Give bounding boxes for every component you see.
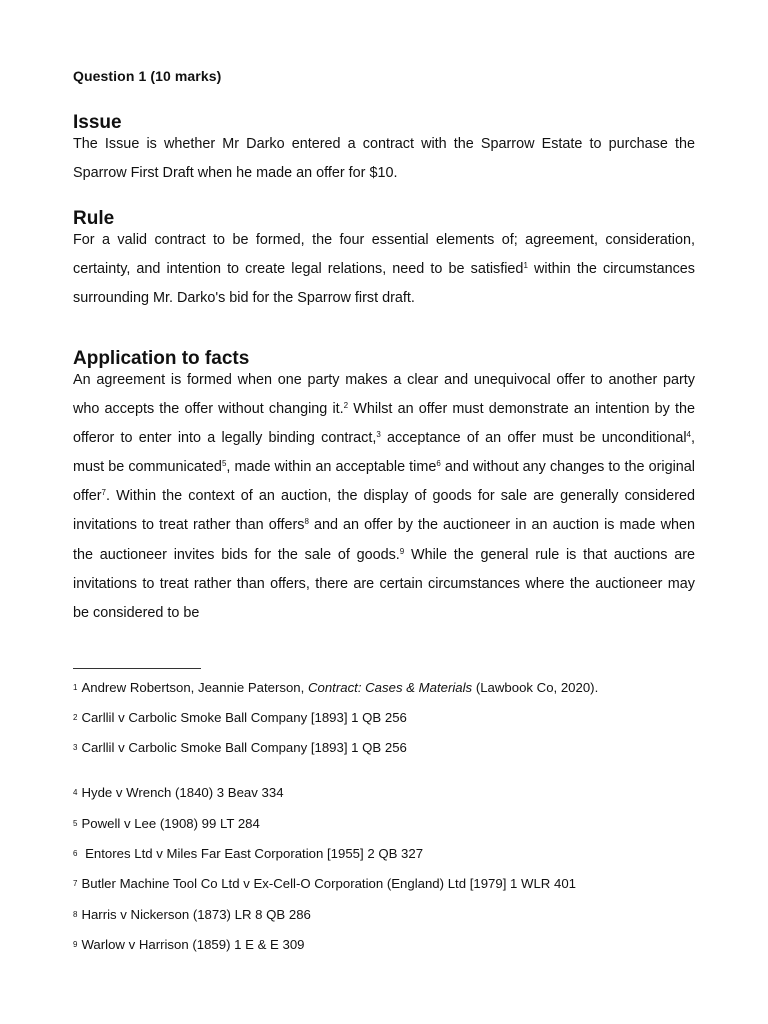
footnote-text: Warlow v Harrison (1859) 1 E & E 309	[81, 937, 305, 952]
footnote-number: 1	[73, 683, 78, 692]
footnote-text-end: (Lawbook Co, 2020).	[472, 680, 599, 695]
footnote-9	[73, 937, 305, 953]
footnote-text: Entores Ltd v Miles Far East Corporation [1955] 2 QB 327	[81, 846, 424, 861]
application-text-6: and without any changes to the original offer	[73, 459, 695, 505]
footnote-ref-5: 5	[221, 459, 227, 469]
issue-heading: Issue	[73, 112, 122, 133]
issue-paragraph: The Issue is whether Mr Darko entered a contract with the Sparrow Estate to purchase the Sparrow First Draft when he made an offer for $10.	[73, 136, 695, 182]
application-text-5: , made within an acceptable time	[226, 459, 437, 476]
footnote-text: Butler Machine Tool Co Ltd v Ex-Cell-O Corporation (England) Ltd [1979] 1 WLR 401	[81, 876, 576, 891]
footnote-ref-4: 4	[686, 430, 691, 440]
footnote-2	[73, 710, 407, 726]
footnote-number: 5	[73, 819, 78, 828]
footnote-title-italic: Contract: Cases & Materials	[307, 680, 473, 695]
question-title: Question 1 (10 marks)	[73, 68, 222, 84]
rule-heading: Rule	[73, 208, 115, 229]
footnote-ref-2: 2	[343, 401, 349, 411]
footnote-4	[73, 785, 284, 801]
footnote-number: 6	[73, 849, 78, 858]
footnote-divider	[73, 668, 201, 669]
footnote-ref-1: 1	[523, 261, 528, 271]
footnote-1	[73, 680, 598, 696]
application-text-1: An agreement is formed when one party makes a clear and unequivocal offer to another party who accepts the offer without changing it.	[73, 372, 695, 418]
footnote-number: 3	[73, 743, 78, 752]
footnote-ref-3: 3	[376, 430, 381, 440]
footnote-text: Hyde v Wrench (1840) 3 Beav 334	[81, 785, 284, 800]
footnote-7	[73, 876, 576, 892]
application-paragraph	[73, 366, 695, 628]
footnote-number: 2	[73, 713, 78, 722]
rule-paragraph	[73, 226, 695, 313]
footnote-ref-9: 9	[399, 546, 405, 556]
footnote-text: Carllil v Carbolic Smoke Ball Company [1893] 1 QB 256	[81, 740, 407, 755]
footnote-text: Andrew Robertson, Jeannie Paterson,	[81, 680, 308, 695]
footnote-8	[73, 907, 311, 923]
footnote-3	[73, 740, 407, 756]
rule-text-before: For a valid contract to be formed, the four essential elements of; agreement, consideration, certainty, and intention to create legal relations, need to be satisfied	[73, 232, 695, 278]
application-text-2: Whilst an offer must demonstrate an intention by the offeror to enter into a legally binding contract,	[73, 401, 695, 447]
footnote-text: Carllil v Carbolic Smoke Ball Company [1893] 1 QB 256	[81, 710, 407, 725]
application-heading: Application to facts	[73, 348, 250, 369]
footnote-text: Powell v Lee (1908) 99 LT 284	[81, 816, 260, 831]
footnote-ref-8: 8	[304, 517, 309, 527]
application-text-7: . Within the context of an auction, the display of goods for sale are generally considered invitations to treat rather than offers	[73, 488, 695, 534]
footnote-number: 4	[73, 788, 78, 797]
footnote-number: 7	[73, 879, 78, 888]
footnote-number: 8	[73, 910, 78, 919]
footnote-ref-7: 7	[101, 488, 106, 498]
footnote-6	[73, 846, 423, 862]
application-text-8: and an offer by the auctioneer in an auction is made when the auctioneer invites bids for the sale of goods.	[73, 517, 695, 563]
application-text-4: , must be communicated	[73, 430, 695, 476]
application-text-3: acceptance of an offer must be unconditional	[380, 430, 687, 447]
application-text-9: While the general rule is that auctions are invitations to treat rather than offers, there are certain circumstances where the auctioneer may be considered to be	[73, 546, 695, 621]
footnote-5	[73, 816, 260, 832]
footnote-ref-6: 6	[436, 459, 441, 469]
rule-text-after: within the circumstances surrounding Mr. Darko's bid for the Sparrow first draft.	[73, 261, 695, 307]
footnote-text: Harris v Nickerson (1873) LR 8 QB 286	[81, 907, 311, 922]
footnote-number: 9	[73, 940, 78, 949]
